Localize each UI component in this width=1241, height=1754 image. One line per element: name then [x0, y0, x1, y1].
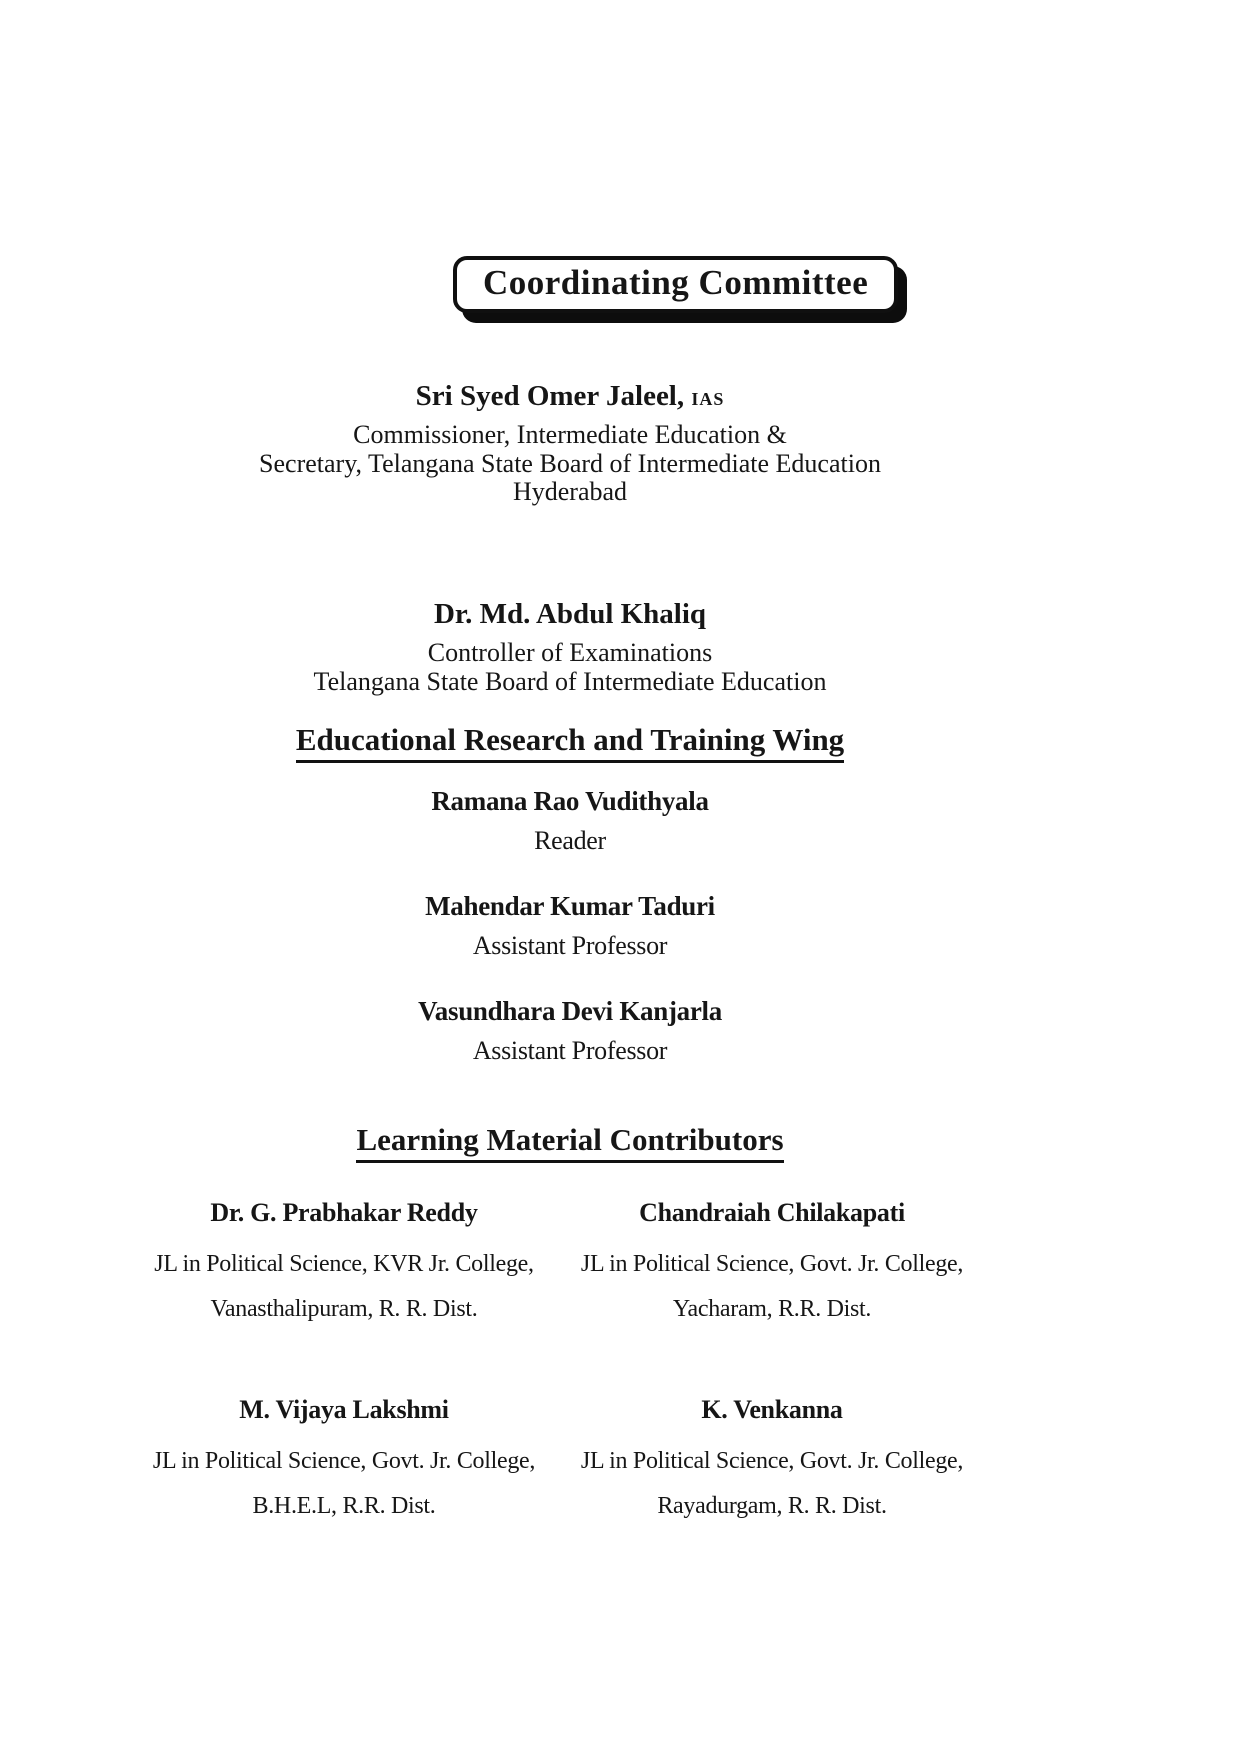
- official-name-text: Sri Syed Omer Jaleel,: [415, 380, 685, 412]
- member-title: Assistant Professor: [472, 1036, 668, 1065]
- section-heading-contributors: [0, 1122, 1140, 1163]
- official-designation-line: Commissioner, Intermediate Education &: [353, 420, 787, 449]
- official-location-line: Hyderabad: [512, 477, 628, 506]
- contributor-location-line: Rayadurgam, R. R. Dist.: [657, 1493, 887, 1519]
- member-title: Reader: [534, 826, 606, 855]
- official-name-suffix: IAS: [691, 389, 725, 409]
- official-designation-line: Controller of Examinations: [427, 638, 713, 667]
- banner-box: [453, 256, 898, 313]
- banner-title: Coordinating Committee: [483, 263, 869, 302]
- contributors-grid: [130, 1198, 986, 1529]
- section-heading-text: Educational Research and Training Wing: [296, 722, 844, 763]
- section-heading-wing: [0, 722, 1140, 763]
- official-name-text: Dr. Md. Abdul Khaliq: [433, 598, 707, 630]
- member-name: Ramana Rao Vudithyala: [431, 786, 709, 816]
- official-name: [0, 598, 1140, 631]
- contributor-role-line: JL in Political Science, Govt. Jr. College,: [580, 1251, 964, 1277]
- member-name: Vasundhara Devi Kanjarla: [418, 996, 722, 1026]
- contributor-name: K. Venkanna: [701, 1395, 843, 1424]
- official-name: [0, 380, 1140, 413]
- contributor-location-line: B.H.E.L, R.R. Dist.: [252, 1493, 436, 1519]
- contributor-name: M. Vijaya Lakshmi: [239, 1395, 449, 1424]
- contributor-card: [558, 1395, 986, 1529]
- contributor-role-line: JL in Political Science, Govt. Jr. College,: [580, 1448, 964, 1474]
- contributor-card: [558, 1198, 986, 1332]
- contributor-location-line: Vanasthalipuram, R. R. Dist.: [210, 1296, 478, 1322]
- contributor-name: Chandraiah Chilakapati: [639, 1198, 905, 1227]
- contributor-card: [130, 1395, 558, 1529]
- contributor-role-line: JL in Political Science, KVR Jr. College,: [154, 1251, 534, 1277]
- official-block-controller: [0, 598, 1140, 696]
- official-designation-line: Secretary, Telangana State Board of Intermediate Education: [259, 448, 881, 478]
- member-title: Assistant Professor: [472, 931, 668, 960]
- member-name: Mahendar Kumar Taduri: [425, 891, 715, 921]
- wing-member: [0, 786, 1140, 856]
- contributor-role-line: JL in Political Science, Govt. Jr. College,: [152, 1448, 536, 1474]
- wing-member: [0, 891, 1140, 961]
- official-designation-line: Telangana State Board of Intermediate Education: [313, 666, 827, 696]
- section-heading-text: Learning Material Contributors: [356, 1122, 783, 1163]
- contributor-card: [130, 1198, 558, 1332]
- contributor-name: Dr. G. Prabhakar Reddy: [210, 1198, 478, 1227]
- contributor-location-line: Yacharam, R.R. Dist.: [672, 1296, 872, 1322]
- official-block-commissioner: [0, 380, 1140, 507]
- wing-member: [0, 996, 1140, 1066]
